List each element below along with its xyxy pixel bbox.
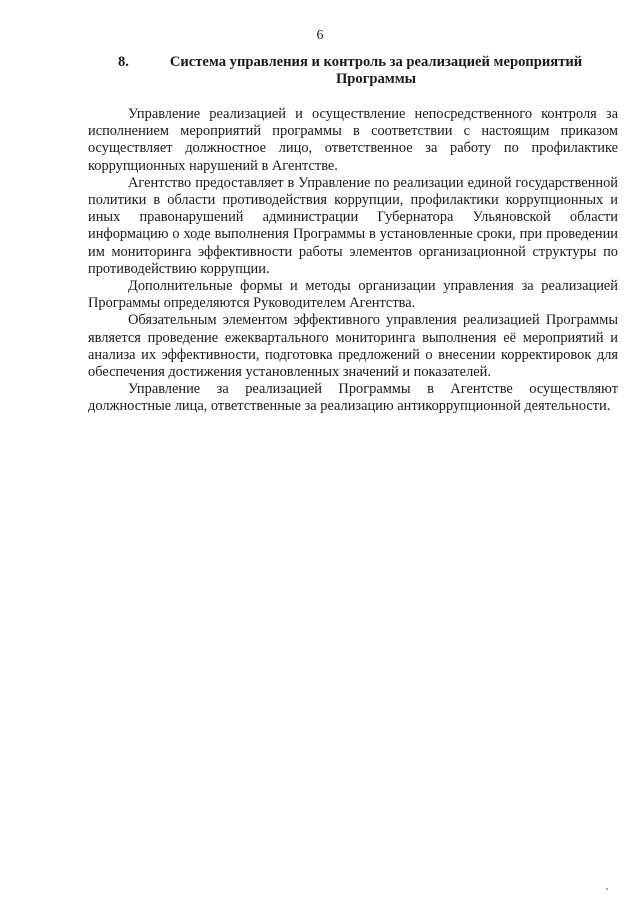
section-number: 8. <box>118 54 129 70</box>
paragraph-management-control: Управление реализацией и осуществление непосредственного контроля за исполнением мероприятий программы в соответствии с настоящим приказом осуществляет должностное лицо, ответственное за работу по профилактике коррупционных нарушений в Агентстве. <box>88 106 618 174</box>
paragraph-quarterly-monitoring: Обязательным элементом эффективного управления реализацией Программы является проведение ежеквартального мониторинга выполнения её мероприятий и анализа их эффективности, подготовка предложений о внесении корректировок для обеспечения достижения установленных значений и показателей. <box>88 312 618 381</box>
section-title: Система управления и контроль за реализацией мероприятий Программы <box>169 54 583 87</box>
paragraph-responsible-officials: Управление за реализацией Программы в Агентстве осуществляют должностные лица, ответственные за реализацию антикоррупционной деятельности. <box>88 381 618 415</box>
paragraph-additional-methods: Дополнительные формы и методы организации управления за реализацией Программы определяются Руководителем Агентства. <box>88 278 618 312</box>
section-body <box>88 106 618 416</box>
page-number: 6 <box>316 28 324 43</box>
paragraph-agency-reporting: Агентство предоставляет в Управление по реализации единой государственной политики в области противодействия коррупции, профилактики коррупционных и иных правонарушений администрации Губернатора Ульяновской области информацию о ходе выполнения Программы в установленные сроки, при проведении им мониторинга эффективности работы элементов организационной структуры по противодействию коррупции. <box>88 174 618 277</box>
scan-speck <box>606 888 608 890</box>
